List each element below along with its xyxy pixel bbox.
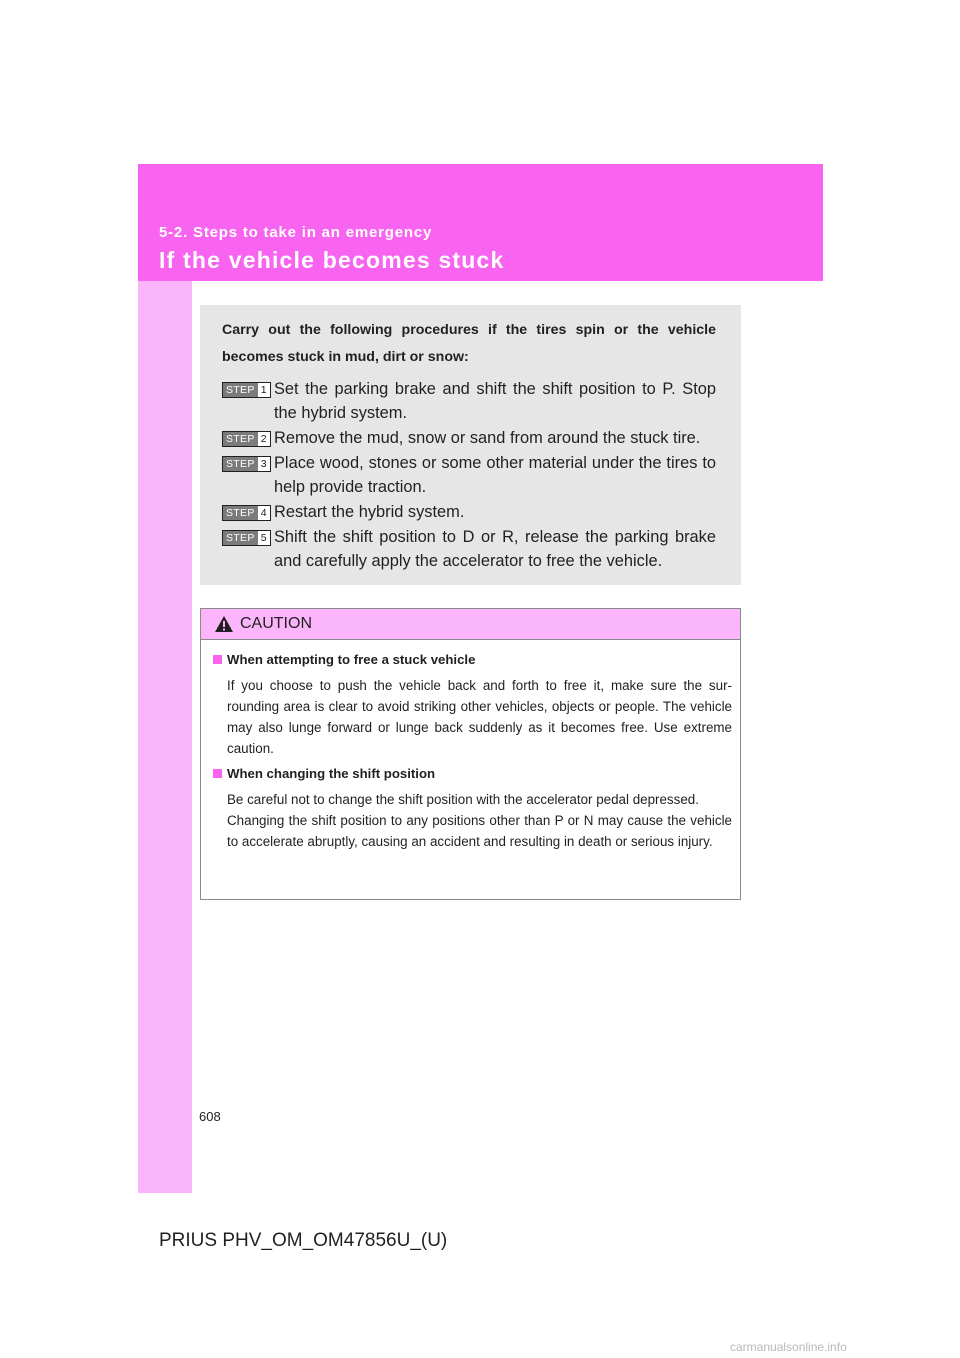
warning-triangle-icon xyxy=(214,615,234,633)
procedure-box xyxy=(200,305,741,585)
step-word: STEP xyxy=(223,432,258,446)
step-number: 1 xyxy=(260,384,267,396)
footer-code: PRIUS PHV_OM_OM47856U_(U) xyxy=(159,1230,448,1251)
step-badge xyxy=(222,530,271,546)
step-word: STEP xyxy=(223,506,258,520)
step-text: Remove the mud, snow or sand from around the stuck tire. xyxy=(274,429,701,447)
step-number: 2 xyxy=(260,433,267,445)
caution-body xyxy=(201,640,740,852)
procedure-intro: Carry out the following procedures if the tires spin or the vehicle becomes stuck in mud, dirt or snow: xyxy=(222,322,716,365)
side-tab-band xyxy=(138,164,192,1193)
caution-text: If you choose to push the vehicle back and forth to free it, make sure the sur-rounding area is clear to avoid striking other vehicles, objects or people. The vehicle may also lunge forward or lunge back suddenly as it becomes free. Use extreme caution. xyxy=(227,678,732,756)
step-text: Restart the hybrid system. xyxy=(274,503,465,521)
step-item xyxy=(222,525,716,573)
step-badge xyxy=(222,431,271,447)
page-title: If the vehicle becomes stuck xyxy=(159,247,505,273)
step-number: 4 xyxy=(260,507,267,519)
step-text: Place wood, stones or some other material under the tires to help provide traction. xyxy=(274,454,716,496)
square-bullet-icon xyxy=(213,655,222,664)
step-number: 5 xyxy=(260,532,267,544)
caution-heading xyxy=(213,651,732,668)
step-item xyxy=(222,451,716,499)
step-text: Set the parking brake and shift the shift position to P. Stop the hybrid system. xyxy=(274,380,716,422)
step-list xyxy=(222,377,716,573)
step-item xyxy=(222,377,716,425)
caution-header xyxy=(201,609,740,640)
step-text: Shift the shift position to D or R, release the parking brake and carefully apply the accelerator to free the vehicle. xyxy=(274,528,716,570)
caution-heading xyxy=(213,765,732,782)
caution-heading-text: When attempting to free a stuck vehicle xyxy=(227,652,476,667)
section-label: 5-2. Steps to take in an emergency xyxy=(159,224,433,241)
step-badge xyxy=(222,382,271,398)
caution-box xyxy=(200,608,741,900)
square-bullet-icon xyxy=(213,769,222,778)
step-number: 3 xyxy=(260,458,267,470)
caution-label: CAUTION xyxy=(240,615,312,632)
step-badge xyxy=(222,456,271,472)
caution-heading-text: When changing the shift position xyxy=(227,766,436,781)
step-word: STEP xyxy=(223,457,258,471)
step-word: STEP xyxy=(223,531,258,545)
step-item xyxy=(222,426,716,450)
step-item xyxy=(222,500,716,524)
step-badge xyxy=(222,505,271,521)
caution-text: Be careful not to change the shift position with the accelerator pedal depressed. xyxy=(227,792,699,807)
page-number: 608 xyxy=(199,1109,221,1124)
watermark: carmanualsonline.info xyxy=(730,1340,847,1354)
caution-text: Changing the shift position to any positions other than P or N may cause the vehicle to accelerate abruptly, causing an accident and resulting in death or serious injury. xyxy=(227,813,732,849)
step-word: STEP xyxy=(223,383,258,397)
